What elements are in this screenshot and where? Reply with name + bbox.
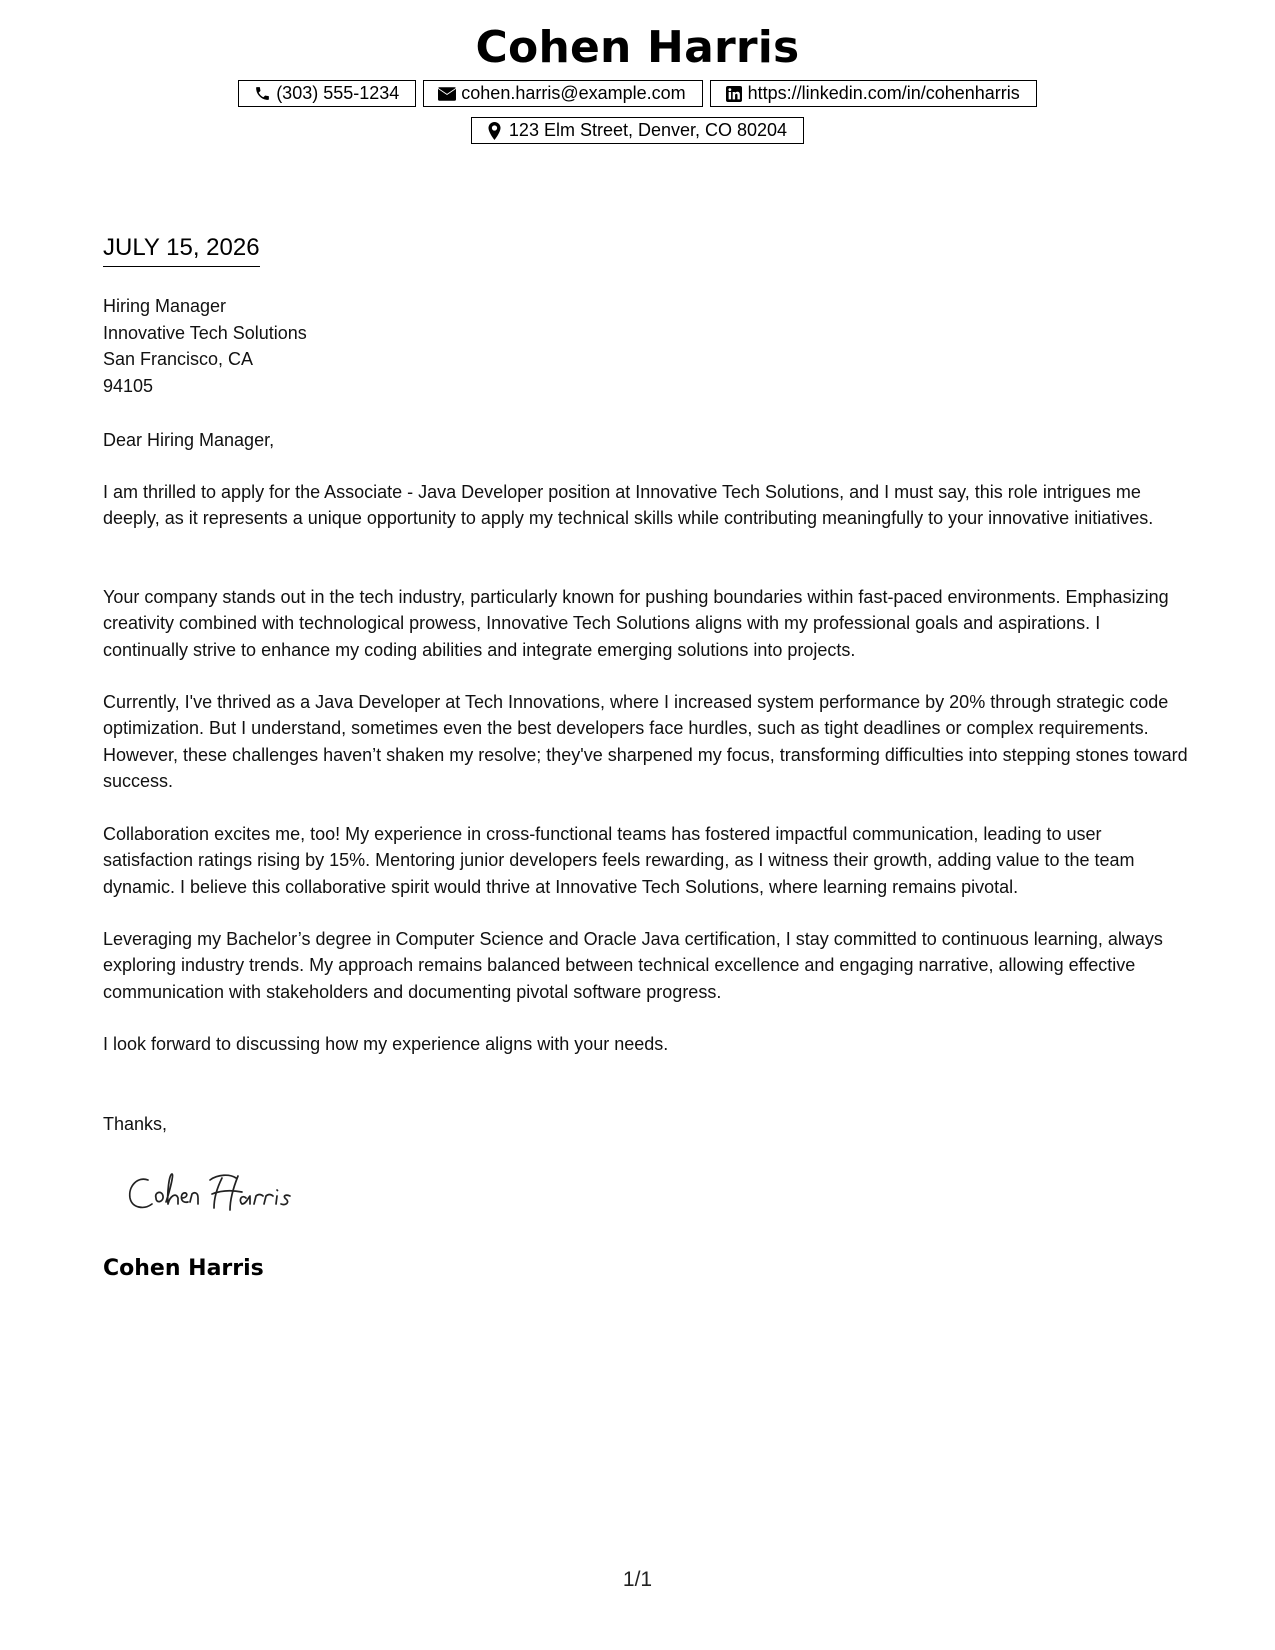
applicant-name-heading: Cohen Harris (475, 22, 800, 73)
address-row (0, 117, 1275, 144)
signer-name: Cohen Harris (103, 1256, 264, 1281)
recipient-company: Innovative Tech Solutions (103, 322, 307, 343)
email-chip[interactable] (423, 80, 702, 107)
envelope-icon (438, 85, 456, 103)
body-paragraph: Leveraging my Bachelor’s degree in Computer Science and Oracle Java certification, I stay committed to continuous learning, always exploring industry trends. My approach remains balanced between technical excellence and engaging narrative, allowing effective communication with stakeholders and documenting pivotal software progress. (103, 929, 1163, 1002)
linkedin-chip[interactable] (710, 80, 1037, 107)
phone-icon (253, 85, 271, 103)
letter-date: JULY 15, 2026 (103, 233, 260, 267)
address-chip (471, 117, 804, 144)
contact-info-row (0, 80, 1275, 107)
email-text[interactable]: cohen.harris@example.com (461, 83, 686, 103)
salutation: Dear Hiring Manager, (103, 430, 275, 450)
body-paragraph: Currently, I've thrived as a Java Developer at Tech Innovations, where I increased system performance by 20% through strategic code optimization. But I understand, sometimes even the best developers face hurdles, such as tight deadlines or complex requirements. However, these challenges haven’t shaken my resolve; they've sharpened my focus, transforming difficulties into stepping stones toward success. (103, 692, 1188, 791)
recipient-block (103, 293, 307, 399)
linkedin-icon (725, 85, 743, 103)
body-paragraph: I am thrilled to apply for the Associate - Java Developer position at Innovative Tech Solutions, and I must say, this role intrigues me deeply, as it represents a unique opportunity to apply my technical skills while contributing meaningfully to your innovative initiatives. (103, 482, 1154, 529)
body-paragraph: Your company stands out in the tech industry, particularly known for pushing boundaries within fast-paced environments. Emphasizing creativity combined with technological prowess, Innovative Tech Solutions aligns with my professional goals and aspirations. I continually strive to enhance my coding abilities and integrate emerging solutions into projects. (103, 587, 1169, 660)
page-number: 1/1 (622, 1568, 653, 1591)
recipient-title: Hiring Manager (103, 296, 227, 316)
phone-chip (238, 80, 416, 107)
handwritten-signature (126, 1168, 342, 1218)
linkedin-text[interactable]: https://linkedin.com/in/cohenharris (747, 83, 1020, 103)
address-text: 123 Elm Street, Denver, CO 80204 (508, 120, 788, 140)
closing-line: Thanks, (103, 1114, 168, 1134)
recipient-city: San Francisco, CA (103, 349, 254, 369)
recipient-zip: 94105 (103, 375, 154, 396)
phone-text: (303) 555-1234 (276, 83, 400, 103)
body-paragraph: Collaboration excites me, too! My experience in cross-functional teams has fostered impactful communication, leading to user satisfaction ratings rising by 15%. Mentoring junior developers feels rewarding, as I witness their growth, adding value to the team dynamic. I believe this collaborative spirit would thrive at Innovative Tech Solutions, where learning remains pivotal. (103, 824, 1135, 897)
body-paragraph: I look forward to discussing how my experience aligns with your needs. (103, 1034, 669, 1054)
map-marker-icon (486, 122, 504, 140)
